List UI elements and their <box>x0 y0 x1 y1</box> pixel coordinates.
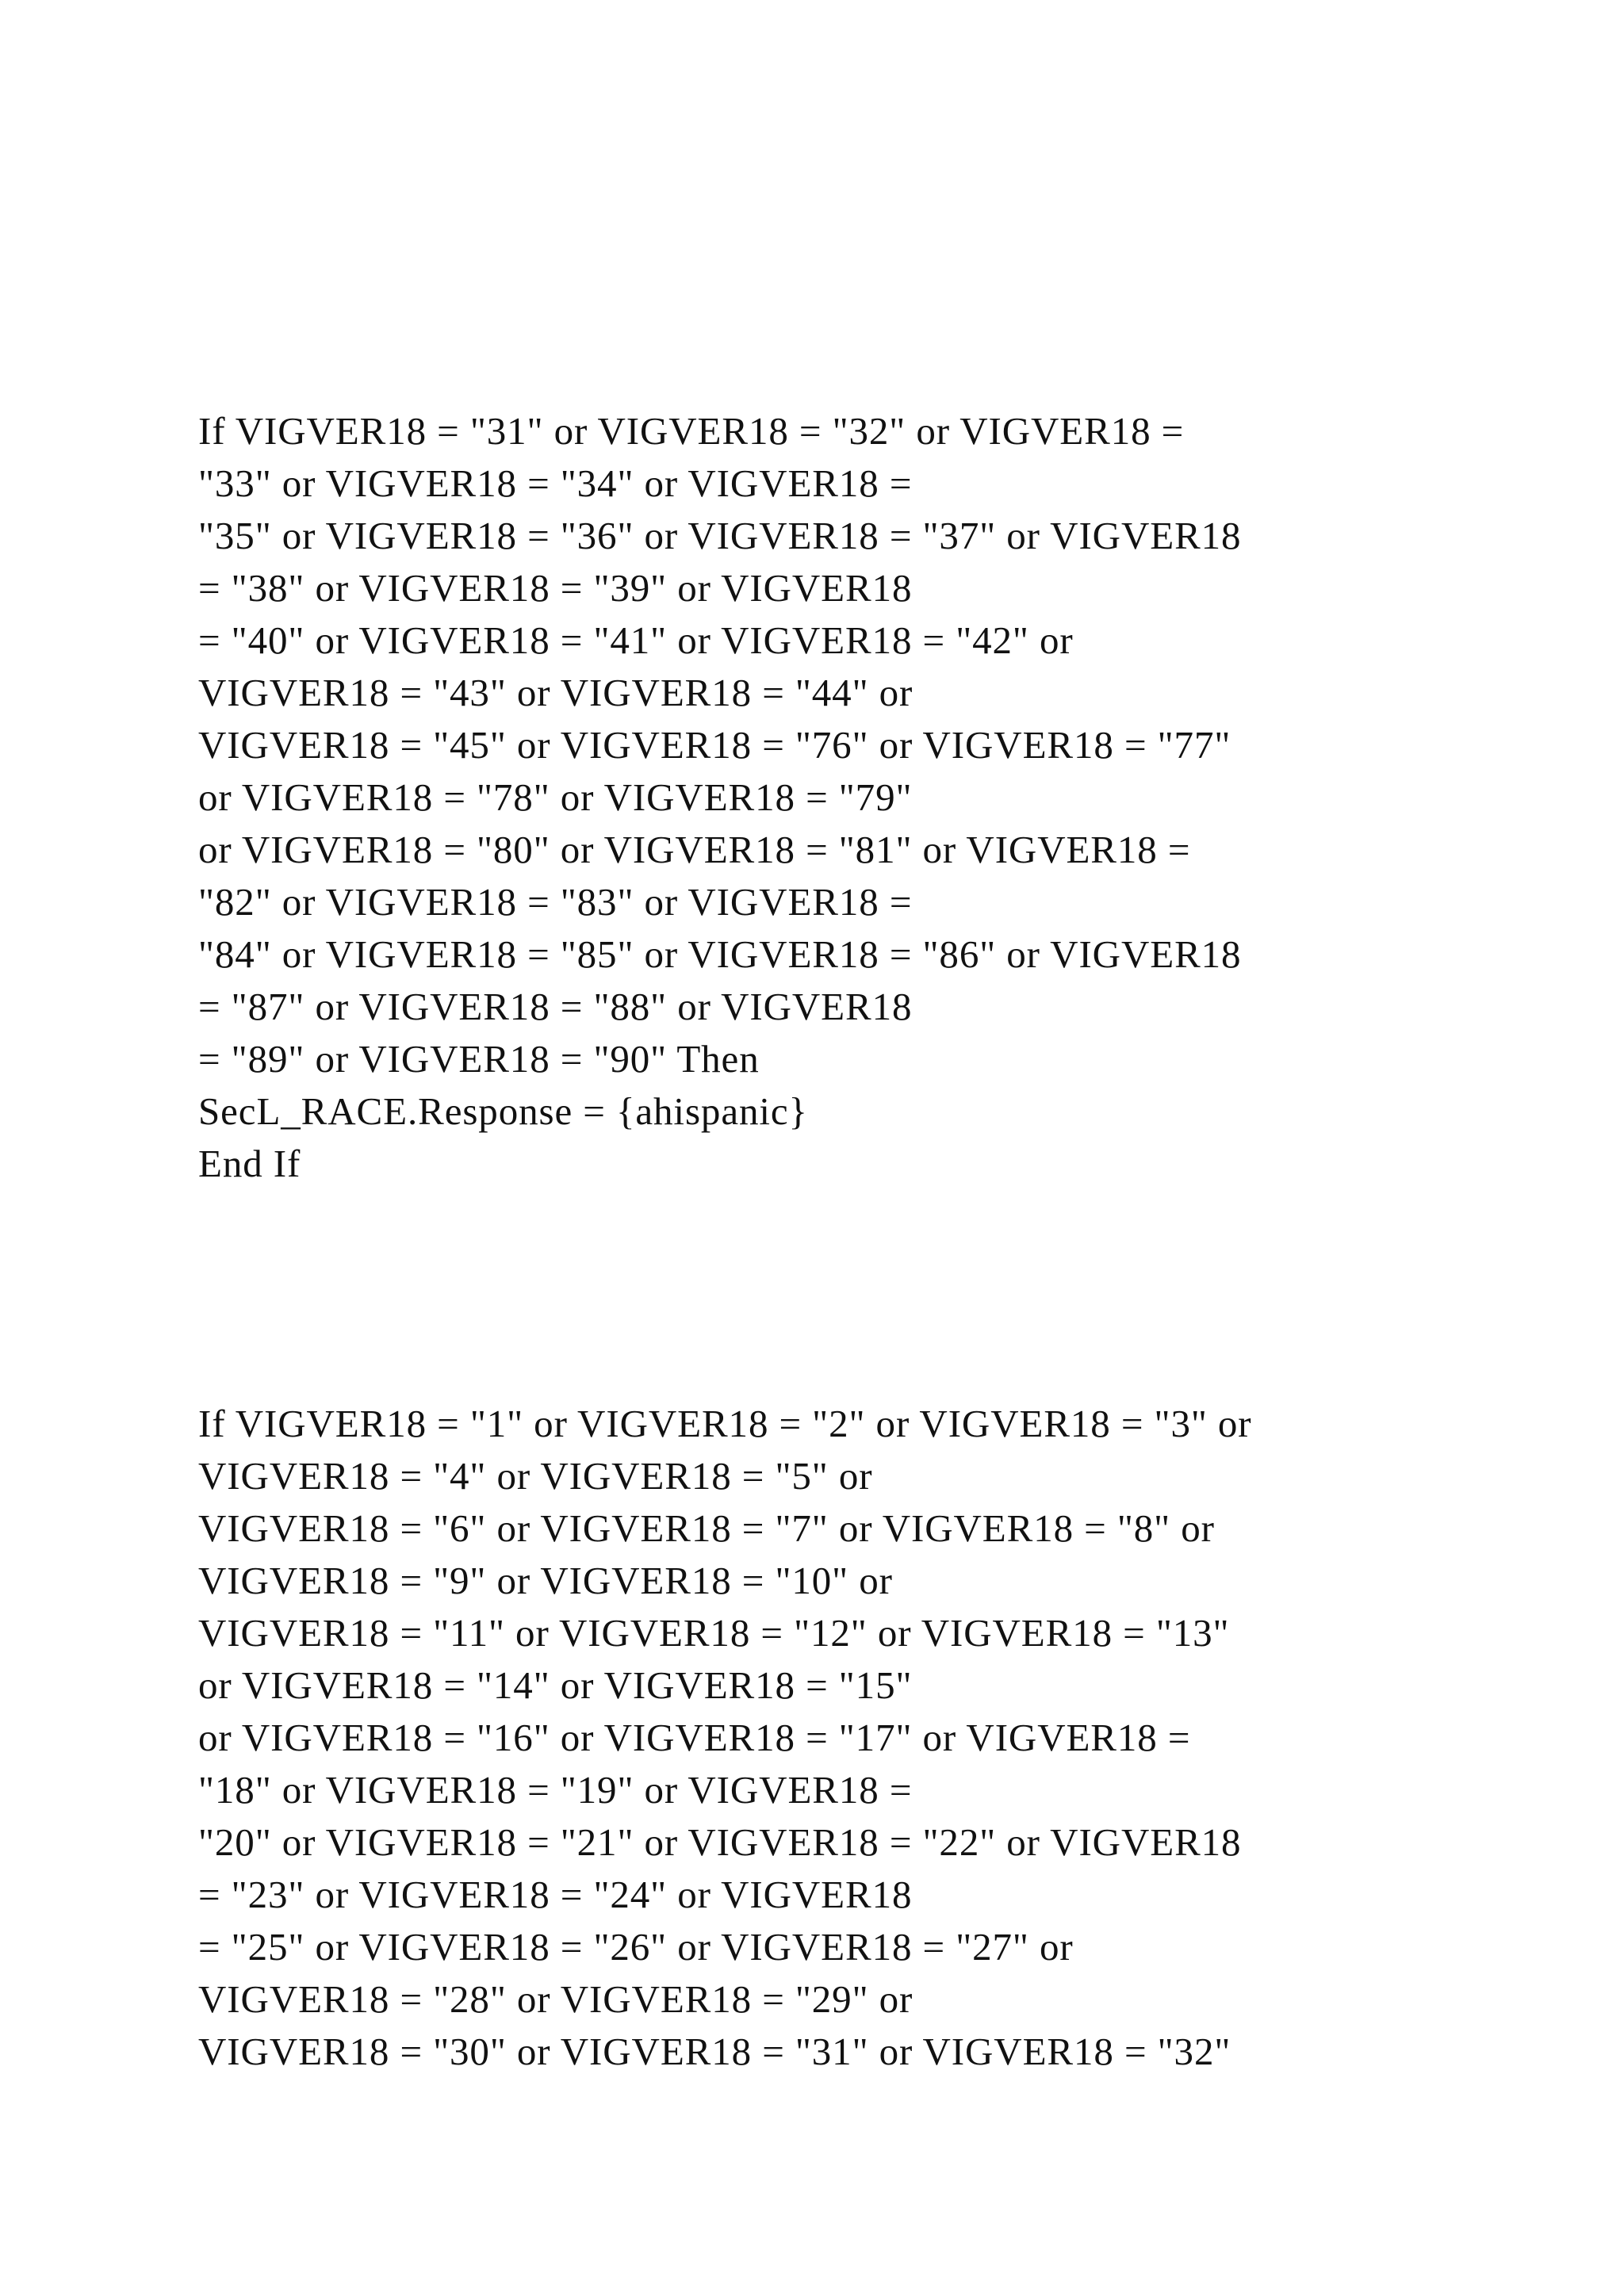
code-block-hispanic <box>198 405 1546 1190</box>
code-line: VIGVER18 = "43" or VIGVER18 = "44" or <box>198 671 914 714</box>
code-line: or VIGVER18 = "78" or VIGVER18 = "79" <box>198 775 913 819</box>
code-line: VIGVER18 = "11" or VIGVER18 = "12" or VIGVER18 = "13" <box>198 1611 1230 1655</box>
code-line: End If <box>198 1142 301 1185</box>
code-line: "33" or VIGVER18 = "34" or VIGVER18 = <box>198 461 913 505</box>
code-line: = "38" or VIGVER18 = "39" or VIGVER18 <box>198 566 913 610</box>
code-line: VIGVER18 = "45" or VIGVER18 = "76" or VIGVER18 = "77" <box>198 723 1231 767</box>
code-line: If VIGVER18 = "31" or VIGVER18 = "32" or VIGVER18 = <box>198 409 1185 453</box>
code-line: = "25" or VIGVER18 = "26" or VIGVER18 = "27" or <box>198 1925 1074 1969</box>
code-line: or VIGVER18 = "16" or VIGVER18 = "17" or VIGVER18 = <box>198 1716 1191 1759</box>
code-line: "18" or VIGVER18 = "19" or VIGVER18 = <box>198 1768 913 1812</box>
code-line: "84" or VIGVER18 = "85" or VIGVER18 = "86" or VIGVER18 <box>198 932 1242 976</box>
code-line: = "40" or VIGVER18 = "41" or VIGVER18 = "42" or <box>198 618 1074 662</box>
code-line: = "23" or VIGVER18 = "24" or VIGVER18 <box>198 1873 913 1916</box>
code-line: "82" or VIGVER18 = "83" or VIGVER18 = <box>198 880 913 924</box>
code-line: "35" or VIGVER18 = "36" or VIGVER18 = "37" or VIGVER18 <box>198 514 1242 557</box>
code-line: or VIGVER18 = "80" or VIGVER18 = "81" or VIGVER18 = <box>198 828 1191 871</box>
code-line: VIGVER18 = "9" or VIGVER18 = "10" or <box>198 1559 893 1602</box>
code-line: If VIGVER18 = "1" or VIGVER18 = "2" or VIGVER18 = "3" or <box>198 1402 1252 1445</box>
code-line: = "87" or VIGVER18 = "88" or VIGVER18 <box>198 985 913 1028</box>
code-line: VIGVER18 = "4" or VIGVER18 = "5" or <box>198 1454 873 1498</box>
code-line: SecL_RACE.Response = {ahispanic} <box>198 1089 808 1133</box>
code-line: VIGVER18 = "28" or VIGVER18 = "29" or <box>198 1977 914 2021</box>
code-line: VIGVER18 = "6" or VIGVER18 = "7" or VIGVER18 = "8" or <box>198 1506 1215 1550</box>
code-line: "20" or VIGVER18 = "21" or VIGVER18 = "22" or VIGVER18 <box>198 1820 1242 1864</box>
code-line: or VIGVER18 = "14" or VIGVER18 = "15" <box>198 1663 913 1707</box>
code-line: = "89" or VIGVER18 = "90" Then <box>198 1037 760 1081</box>
code-line: VIGVER18 = "30" or VIGVER18 = "31" or VIGVER18 = "32" <box>198 2030 1231 2073</box>
code-block-second <box>198 1398 1546 2078</box>
